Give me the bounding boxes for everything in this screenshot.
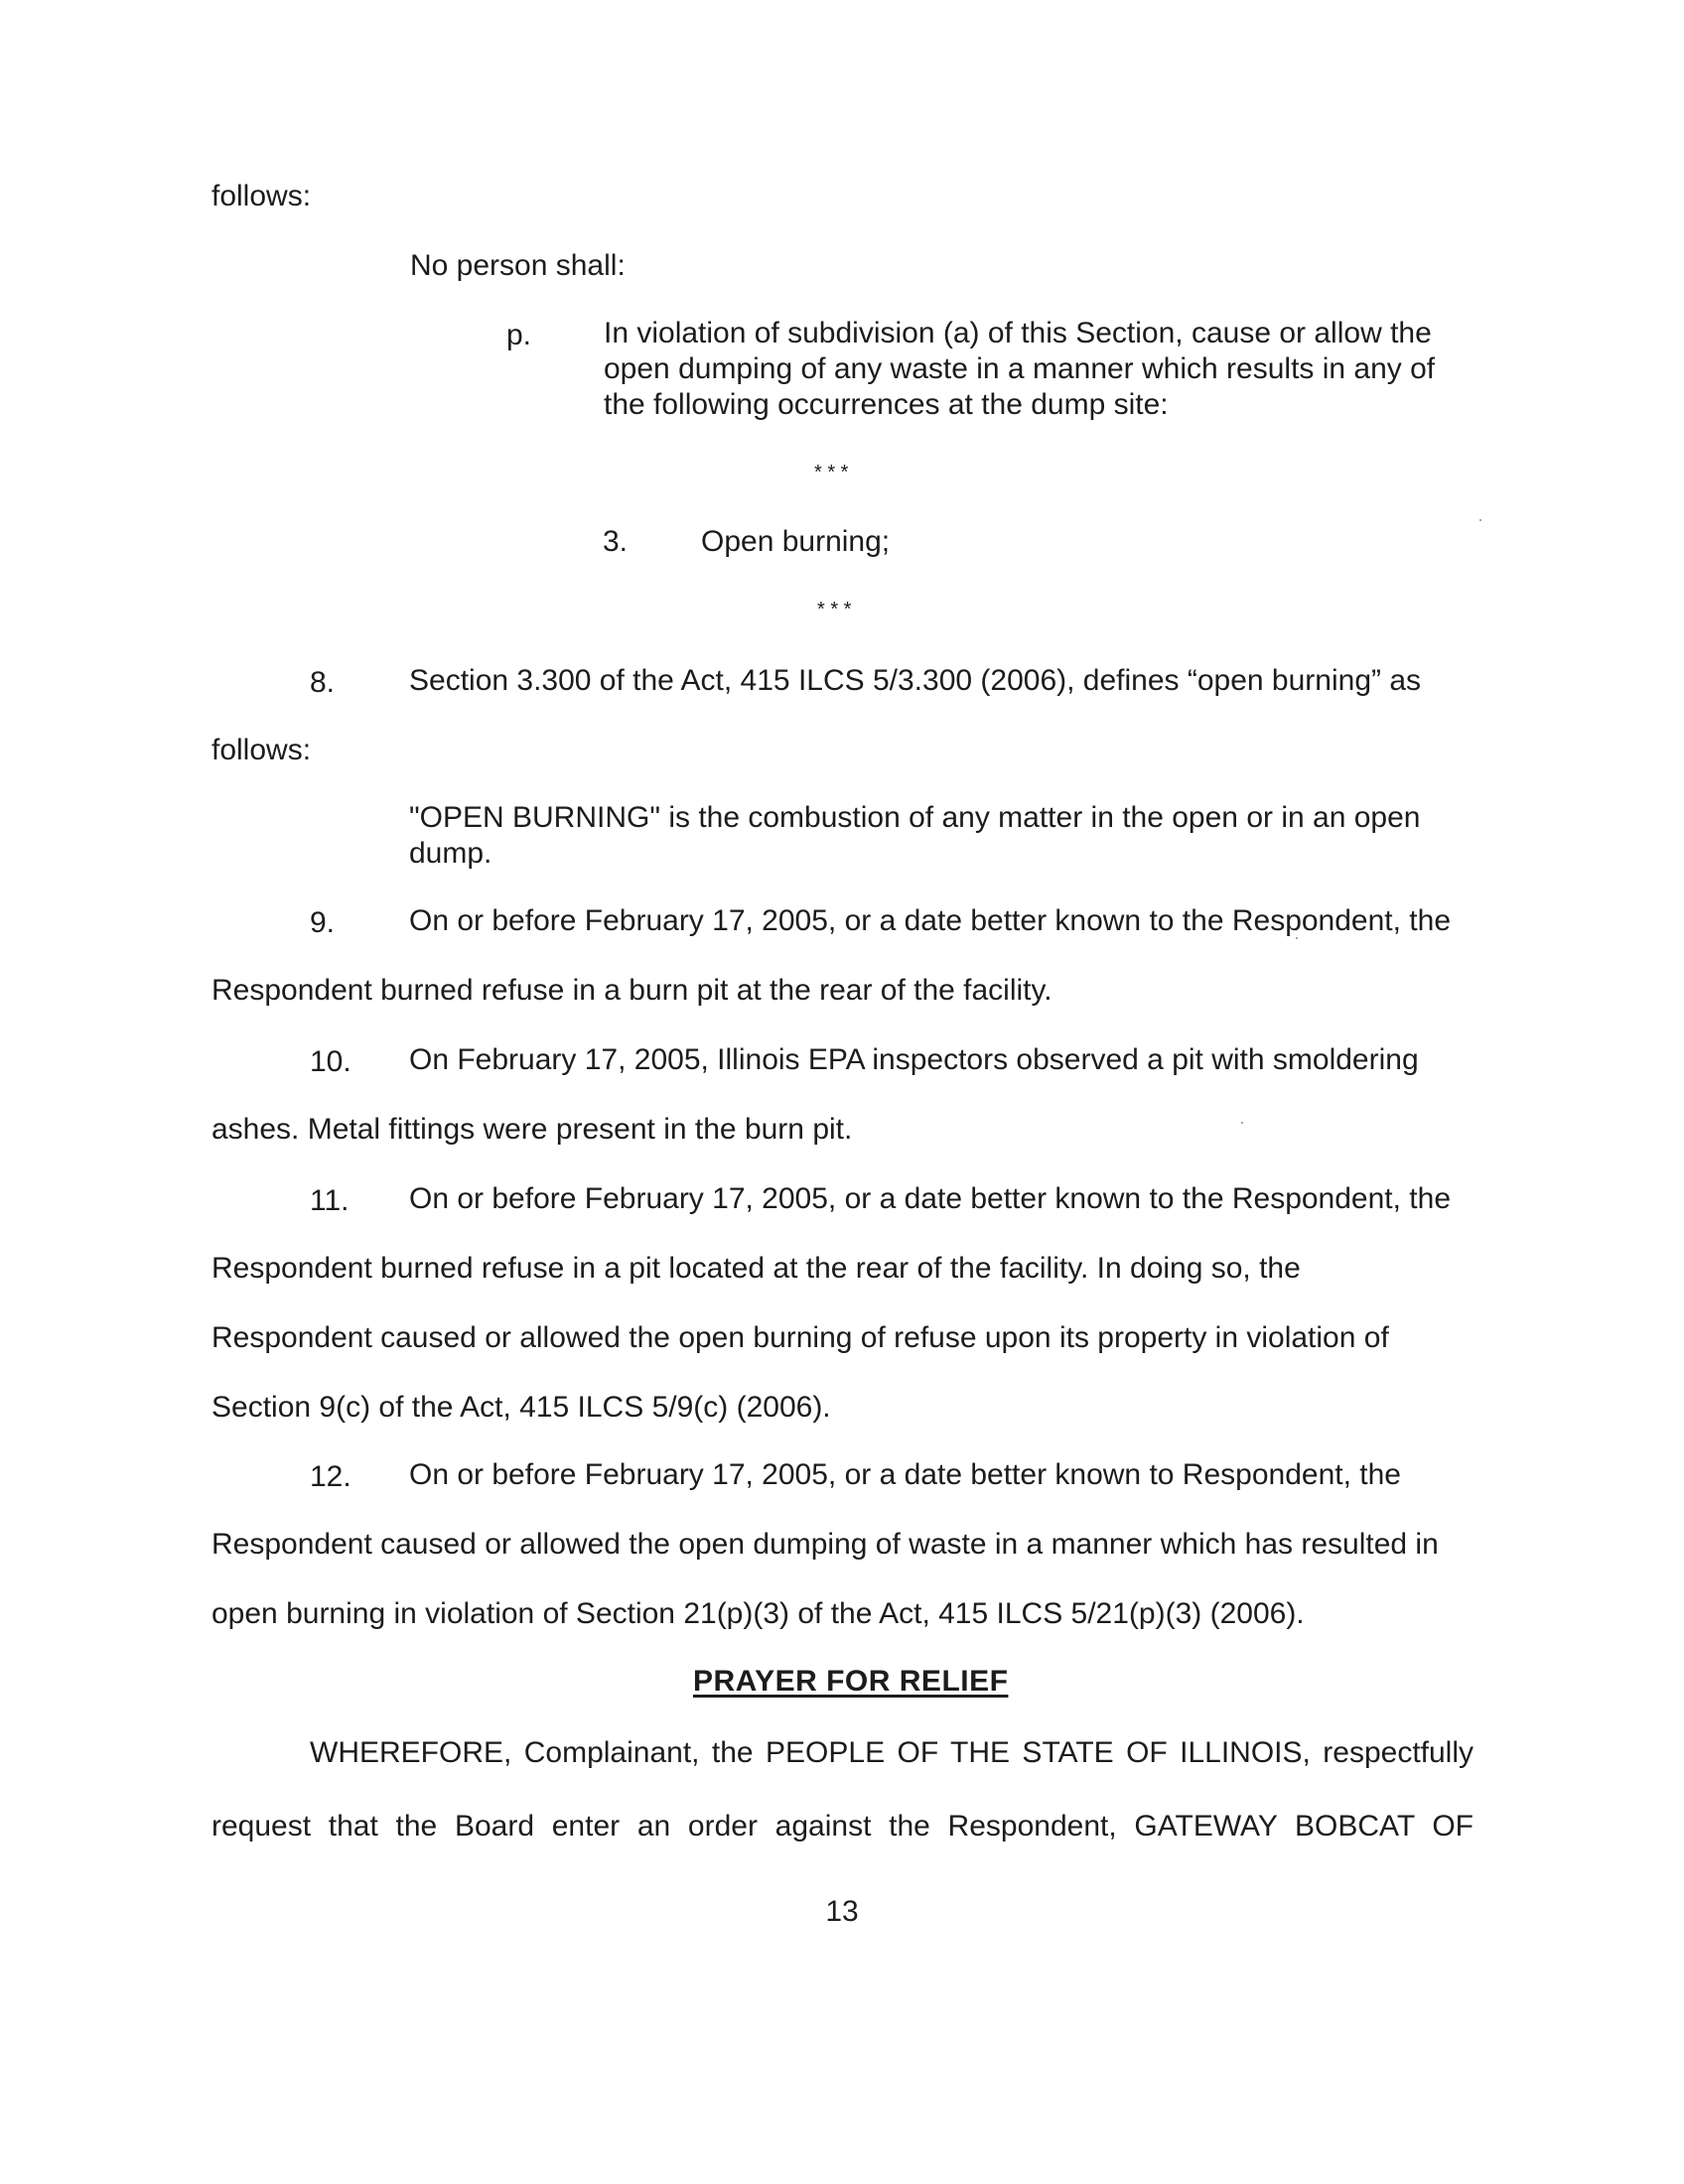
quote-intro: No person shall: xyxy=(410,249,626,282)
item-3-text: Open burning; xyxy=(701,525,891,558)
paragraph-line: Respondent burned refuse in a pit located at the rear of the facility. In doing so, the xyxy=(211,1252,1301,1285)
definition-line: "OPEN BURNING" is the combustion of any matter in the open or in an open xyxy=(409,801,1421,834)
paragraph-line: On or before February 17, 2005, or a date better known to the Respondent, the xyxy=(409,1182,1452,1215)
follows-text: follows: xyxy=(211,734,312,766)
paragraph-line: open burning in violation of Section 21(p)(3) of the Act, 415 ILCS 5/21(p)(3) (2006). xyxy=(211,1597,1305,1630)
paragraph-number: 9. xyxy=(310,906,336,939)
ellipsis-asterisks: * * * xyxy=(814,462,849,483)
item-p-text-line: the following occurrences at the dump site: xyxy=(604,388,1169,421)
paragraph-number: 12. xyxy=(310,1460,351,1493)
ellipsis-asterisks: * * * xyxy=(817,599,852,620)
paragraph-line: Section 3.300 of the Act, 415 ILCS 5/3.300 (2006), defines “open burning” as xyxy=(409,664,1422,697)
paragraph-number: 10. xyxy=(310,1045,351,1078)
paragraph-line: Section 9(c) of the Act, 415 ILCS 5/9(c) (2006). xyxy=(211,1391,831,1424)
item-p-text-line: open dumping of any waste in a manner which results in any of xyxy=(604,352,1436,385)
paragraph-line: request that the Board enter an order against the Respondent, GATEWAY BOBCAT OF xyxy=(211,1810,1474,1843)
definition-line: dump. xyxy=(409,837,492,870)
scan-speck xyxy=(1479,519,1481,521)
paragraph-line: WHEREFORE, Complainant, the PEOPLE OF THE STATE OF ILLINOIS, respectfully xyxy=(310,1736,1474,1769)
follows-text: follows: xyxy=(211,180,312,212)
paragraph-line: On or before February 17, 2005, or a date better known to the Respondent, the xyxy=(409,904,1452,937)
paragraph-number: 8. xyxy=(310,666,336,699)
paragraph-line: Respondent burned refuse in a burn pit at the rear of the facility. xyxy=(211,974,1052,1007)
paragraph-line: Respondent caused or allowed the open burning of refuse upon its property in violation of xyxy=(211,1321,1389,1354)
item-p-text-line: In violation of subdivision (a) of this Section, cause or allow the xyxy=(604,317,1432,349)
paragraph-line: ashes. Metal fittings were present in the burn pit. xyxy=(211,1113,853,1146)
prayer-for-relief-heading: PRAYER FOR RELIEF xyxy=(693,1665,1009,1698)
page-number: 13 xyxy=(825,1895,859,1928)
item-3-marker: 3. xyxy=(603,525,629,558)
paragraph-number: 11. xyxy=(310,1184,350,1217)
item-p-marker: p. xyxy=(506,319,532,351)
paragraph-line: On February 17, 2005, Illinois EPA inspectors observed a pit with smoldering xyxy=(409,1043,1419,1076)
scan-speck xyxy=(1241,1122,1243,1124)
paragraph-line: Respondent caused or allowed the open dumping of waste in a manner which has resulted in xyxy=(211,1528,1439,1561)
scan-speck xyxy=(1296,937,1298,939)
paragraph-line: On or before February 17, 2005, or a date better known to Respondent, the xyxy=(409,1458,1401,1491)
